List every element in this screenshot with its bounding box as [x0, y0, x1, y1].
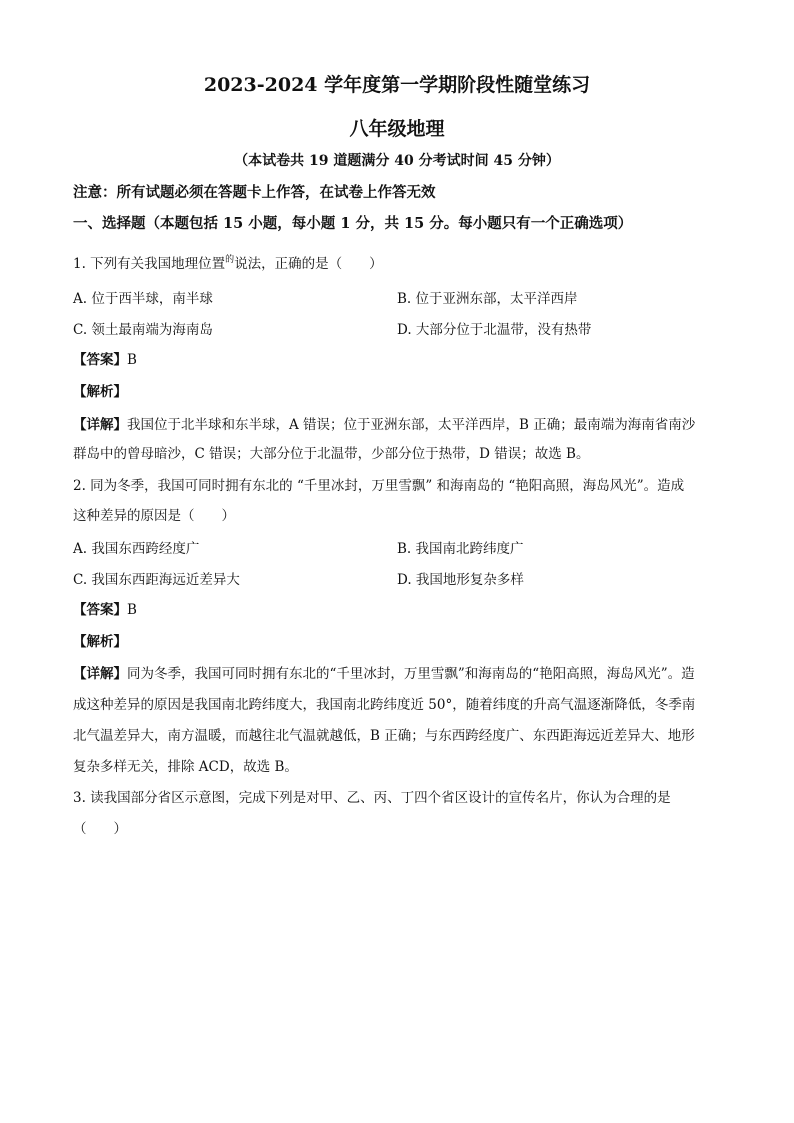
q2-answer-value: B [127, 602, 137, 618]
q2-detail-text-1: 同为冬季，我国可同时拥有东北的“千里冰封，万里雪飘”和海南岛的“艳阳高照，海岛风光”。造 [127, 666, 695, 682]
exam-title: 2023-2024 学年度第一学期阶段性随堂练习 [203, 74, 591, 96]
q2-detail-line-4: 复杂多样无关，排除 ACD，故选 B。 [73, 759, 298, 775]
q1-detail-line-1 [73, 413, 695, 433]
q1-option-c: C. 领土最南端为海南岛 [73, 322, 213, 338]
notice-text: 注意：所有试题必须在答题卡上作答，在试卷上作答无效 [73, 184, 436, 201]
q1-option-a: A. 位于西半球，南半球 [73, 291, 213, 307]
q2-analysis-label [73, 630, 127, 650]
q3-stem-line-1: 3. 读我国部分省区示意图，完成下列是对甲、乙、丙、丁四个省区设计的宣传名片，你认为合理的是 [73, 790, 671, 806]
q1-detail-tag: 【详解】 [73, 417, 127, 433]
q1-stem-superscript: 的 [225, 255, 235, 265]
subject-title: 八年级地理 [349, 118, 445, 140]
q2-answer [73, 598, 137, 618]
q1-stem [73, 252, 383, 272]
q2-answer-tag: 【答案】 [73, 602, 127, 618]
q2-detail-line-1 [73, 662, 695, 682]
q2-option-b: B. 我国南北跨纬度广 [397, 541, 524, 557]
q1-option-d: D. 大部分位于北温带，没有热带 [397, 322, 592, 338]
q1-analysis-label [73, 380, 127, 400]
q2-option-a: A. 我国东西跨经度广 [73, 541, 200, 557]
q1-detail-text-1: 我国位于北半球和东半球，A 错误；位于亚洲东部，太平洋西岸，B 正确；最南端为海南省南沙 [127, 417, 696, 433]
q1-stem-part-a: 1. 下列有关我国地理位置 [73, 256, 226, 272]
q1-answer-value: B [127, 352, 137, 368]
q1-option-b: B. 位于亚洲东部，太平洋西岸 [397, 291, 578, 307]
q1-answer-tag: 【答案】 [73, 352, 127, 368]
q2-stem-line-2: 这种差异的原因是（ ） [73, 508, 235, 524]
q1-detail-line-2: 群岛中的曾母暗沙，C 错误；大部分位于北温带，少部分位于热带，D 错误；故选 B。 [73, 446, 590, 462]
q1-answer [73, 348, 137, 368]
q2-detail-tag: 【详解】 [73, 666, 127, 682]
exam-info: （本试卷共 19 道题满分 40 分考试时间 45 分钟） [234, 153, 560, 169]
q2-option-d: D. 我国地形复杂多样 [397, 572, 524, 588]
q2-stem-line-1: 2. 同为冬季，我国可同时拥有东北的 “千里冰封，万里雪飘” 和海南岛的 “艳阳高照，海岛风光”。造成 [73, 478, 685, 494]
q3-stem-line-2: （ ） [73, 821, 127, 837]
q2-detail-line-2: 成这种差异的原因是我国南北跨纬度大，我国南北跨纬度近 50°，随着纬度的升高气温逐渐降低，冬季南 [73, 697, 696, 713]
q2-option-c: C. 我国东西距海远近差异大 [73, 572, 240, 588]
q2-detail-line-3: 北气温差异大，南方温暖，而越往北气温就越低，B 正确；与东西跨经度广、东西距海远近差异大、地形 [73, 728, 695, 744]
q1-analysis-tag: 【解析】 [73, 384, 127, 400]
section-heading: 一、选择题（本题包括 15 小题，每小题 1 分，共 15 分。每小题只有一个正确选项） [73, 215, 633, 232]
q2-analysis-tag: 【解析】 [73, 634, 127, 650]
q1-stem-part-b: 说法，正确的是（ ） [234, 256, 383, 272]
